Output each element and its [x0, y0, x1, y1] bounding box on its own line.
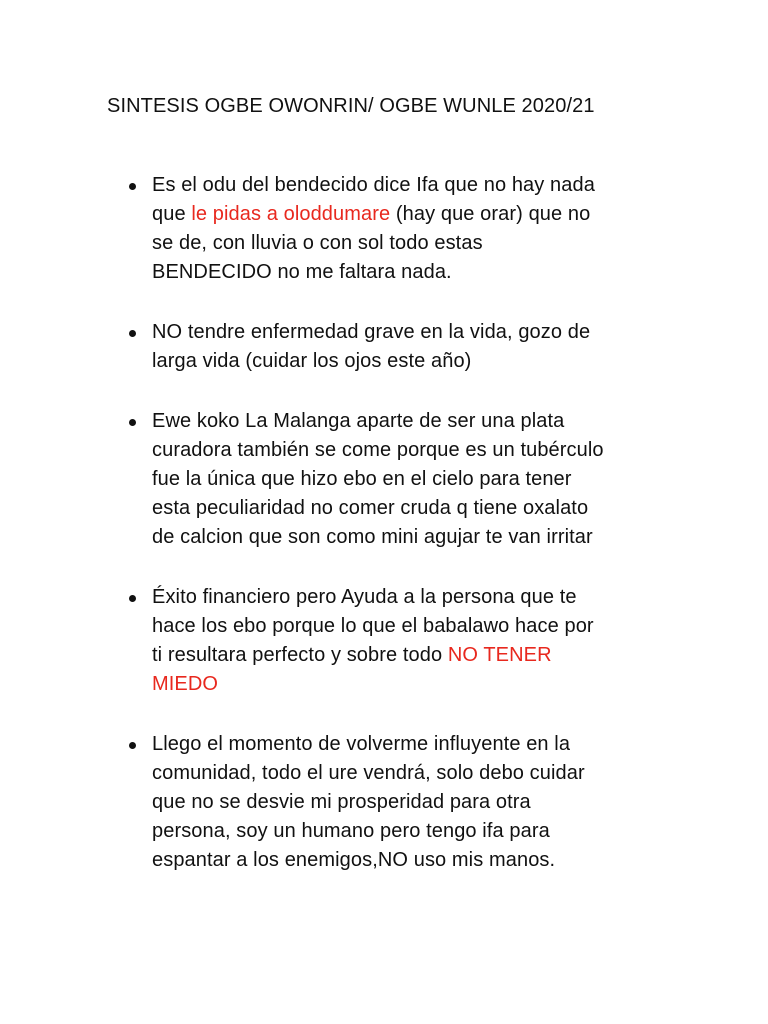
document-title: SINTESIS OGBE OWONRIN/ OGBE WUNLE 2020/21	[107, 95, 595, 117]
bullet-item	[0, 318, 768, 376]
text-segment: (hay que orar) que no se de, con lluvia o con sol todo estas BENDECIDO no me faltara nada.	[152, 203, 591, 283]
bullet-text	[152, 171, 652, 287]
text-segment: Ewe koko La Malanga aparte de ser una plata curadora también se come porque es un tubérculo fue la única que hizo ebo en el cielo para tener esta peculiaridad no comer cruda q tiene oxalato de calcion que son como mini agujar te van irritar	[152, 410, 604, 548]
bullet-item	[0, 407, 768, 552]
bullet-dot-icon	[129, 742, 136, 749]
text-segment: NO tendre enfermedad grave en la vida, gozo de larga vida (cuidar los ojos este año)	[152, 321, 591, 372]
bullet-dot-icon	[129, 419, 136, 426]
bullet-item	[0, 171, 768, 287]
bullet-text	[152, 318, 652, 376]
highlighted-text-segment: NO TENER MIEDO	[152, 644, 552, 695]
bullet-item	[0, 730, 768, 875]
bullet-item	[0, 583, 768, 699]
bullet-dot-icon	[129, 595, 136, 602]
highlighted-text-segment: le pidas a oloddumare	[191, 203, 391, 225]
bullet-dot-icon	[129, 330, 136, 337]
bullet-dot-icon	[129, 183, 136, 190]
bullet-list	[0, 171, 768, 906]
text-segment: Llego el momento de volverme influyente en la comunidad, todo el ure vendrá, solo debo cuidar que no se desvie mi prosperidad para otra persona, soy un humano pero tengo ifa para espantar a los enemigos,NO uso mis manos.	[152, 733, 585, 871]
bullet-text	[152, 407, 652, 552]
text-segment: Éxito financiero pero Ayuda a la persona que te hace los ebo porque lo que el babalawo hace por ti resultara perfecto y sobre todo	[152, 586, 594, 666]
bullet-text	[152, 730, 652, 875]
text-segment: Es el odu del bendecido dice Ifa que no hay nada que	[152, 174, 595, 225]
bullet-text	[152, 583, 652, 699]
